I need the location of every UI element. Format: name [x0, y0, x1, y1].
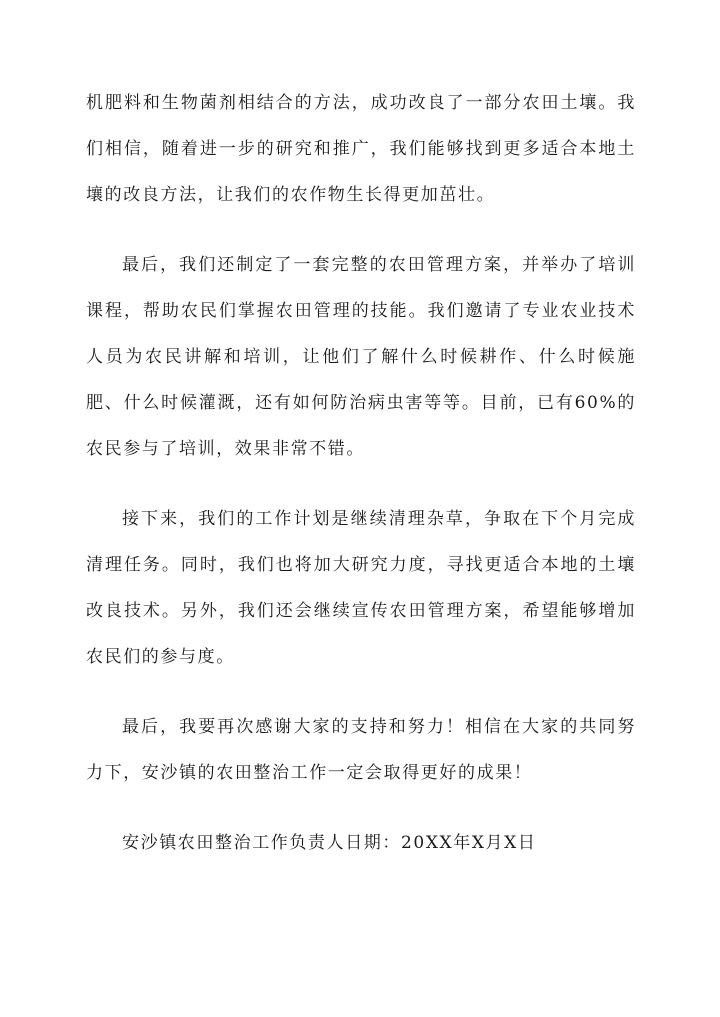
signature-line	[86, 820, 636, 866]
paragraph-management: 最后，我们还制定了一套完整的农田管理方案，并举办了培训课程，帮助农民们掌握农田管理的技能。我们邀请了专业农业技术人员为农民讲解和培训，让他们了解什么时候耕作、什么时候施肥、什么时候灌溉，还有如何防治病虫害等等。目前，已有60%的农民参与了培训，效果非常不错。	[86, 255, 636, 459]
paragraph-continued: 机肥料和生物菌剂相结合的方法，成功改良了一部分农田土壤。我们相信，随着进一步的研究和推广，我们能够找到更多适合本地土壤的改良方法，让我们的农作物生长得更加茁壮。	[86, 93, 636, 205]
paragraph-work-plan: 接下来，我们的工作计划是继续清理杂草，争取在下个月完成清理任务。同时，我们也将加大研究力度，寻找更适合本地的土壤改良技术。另外，我们还会继续宣传农田管理方案，希望能够增加农民们的参与度。	[86, 509, 636, 667]
paragraph-thanks: 最后，我要再次感谢大家的支持和努力！相信在大家的共同努力下，安沙镇的农田整治工作一定会取得更好的成果！	[86, 717, 636, 783]
signature-author: 安沙镇农田整治工作负责人	[122, 833, 346, 853]
signature-date-value: 20XX年X月X日	[401, 833, 537, 853]
document-body	[86, 80, 636, 866]
signature-date-label: 日期：	[345, 833, 402, 853]
